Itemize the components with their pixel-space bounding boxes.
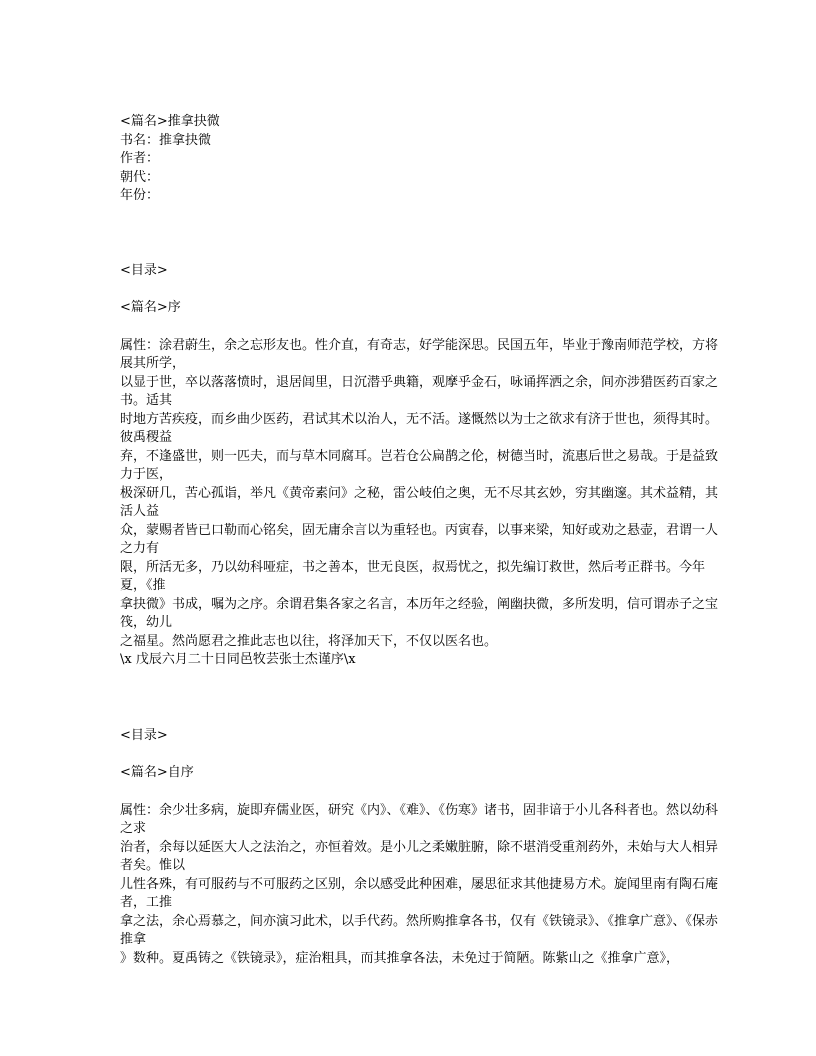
self-preface-line: 拿之法，余心焉慕之，间亦演习此术，以手代药。然所购推拿各书，仅有《铁镜录》、《推拿广意》、《保赤推拿 bbox=[120, 913, 719, 947]
header-dynasty-line: 朝代： bbox=[120, 169, 160, 185]
preface-line: 拿抉微》书成，嘱为之序。余谓君集各家之名言，本历年之经验，阐幽抉微，多所发明，信可谓赤子之宝筏，幼儿 bbox=[120, 596, 719, 630]
toc-marker: <目录> bbox=[120, 262, 168, 278]
spacer bbox=[120, 783, 720, 802]
spacer bbox=[120, 206, 720, 262]
toc-marker: <目录> bbox=[120, 727, 168, 743]
spacer bbox=[120, 280, 720, 299]
section-title-preface: <篇名>序 bbox=[120, 300, 181, 315]
self-preface-line: 治者，余每以延医大人之法治之，亦恒着效。是小儿之柔嫩脏腑，除不堪消受重剂药外，未始与大人相异者矣。惟以 bbox=[120, 839, 719, 873]
spacer bbox=[120, 670, 720, 727]
preface-line: 属性：涂君蔚生，余之忘形友也。性介直，有奇志，好学能深思。民国五年，毕业于豫南师范学校，方将展其所学， bbox=[120, 337, 719, 371]
spacer bbox=[120, 318, 720, 337]
header-book-line: 书名：推拿抉微 bbox=[120, 132, 212, 148]
preface-line: 弃，不逢盛世，则一匹夫，而与草木同腐耳。岂若仓公扁鹊之伦，树德当时，流惠后世之易哉。于是益致力于医， bbox=[120, 448, 719, 482]
self-preface-line: 儿性各殊，有可服药与不可服药之区别，余以感受此种困难，屡思征求其他捷易方术。旋闻里南有陶石庵者，工推 bbox=[120, 876, 719, 910]
preface-signature: \x 戊辰六月二十日同邑牧芸张士杰谨序\x bbox=[120, 652, 356, 667]
preface-line: 之福星。然尚愿君之推此志也以往，将泽加天下，不仅以医名也。 bbox=[120, 633, 498, 649]
self-preface-line: 属性：余少壮多病，旋即弃儒业医，研究《内》、《难》、《伤寒》诸书，固非谙于小儿各科者也。然以幼科之求 bbox=[120, 802, 719, 836]
document-page bbox=[120, 113, 720, 968]
preface-line: 以显于世，卒以落落愤时，退居闾里，日沉潜乎典籍，观摩乎金石，咏诵挥洒之余，间亦涉猎医药百家之书。适其 bbox=[120, 374, 719, 408]
preface-line: 众，蒙赐者皆已口勒而心铭矣，固无庸余言以为重轻也。丙寅春，以事来梁，知好或劝之悬壶，君谓一人之力有 bbox=[120, 522, 719, 556]
self-preface-line: 》数种。夏禹铸之《铁镜录》，症治粗具，而其推拿各法，未免过于简陋。陈紫山之《推拿广意》， bbox=[120, 950, 680, 966]
header-title-line: <篇名>推拿抉微 bbox=[120, 114, 220, 129]
header-author-line: 作者： bbox=[120, 151, 160, 166]
preface-line: 限，所活无多，乃以幼科哑症，书之善本，世无良医，叔焉忧之，拟先编订救世，然后考正群书。今年夏，《推 bbox=[120, 559, 706, 593]
preface-line: 时地方苦疾疫，而乡曲少医药，君试其术以治人，无不活。遂慨然以为士之欲求有济于世也，须得其时。彼禹稷益 bbox=[120, 411, 719, 445]
self-preface-body bbox=[120, 802, 720, 969]
section-title-self-preface: <篇名>自序 bbox=[120, 765, 194, 780]
header-year-line: 年份： bbox=[120, 188, 160, 203]
preface-body bbox=[120, 337, 720, 670]
preface-line: 极深研几，苦心孤诣，举凡《黄帝素问》之秘，雷公岐伯之奥，无不尽其玄妙，穷其幽邃。其术益精，其活人益 bbox=[120, 485, 719, 519]
spacer bbox=[120, 745, 720, 764]
